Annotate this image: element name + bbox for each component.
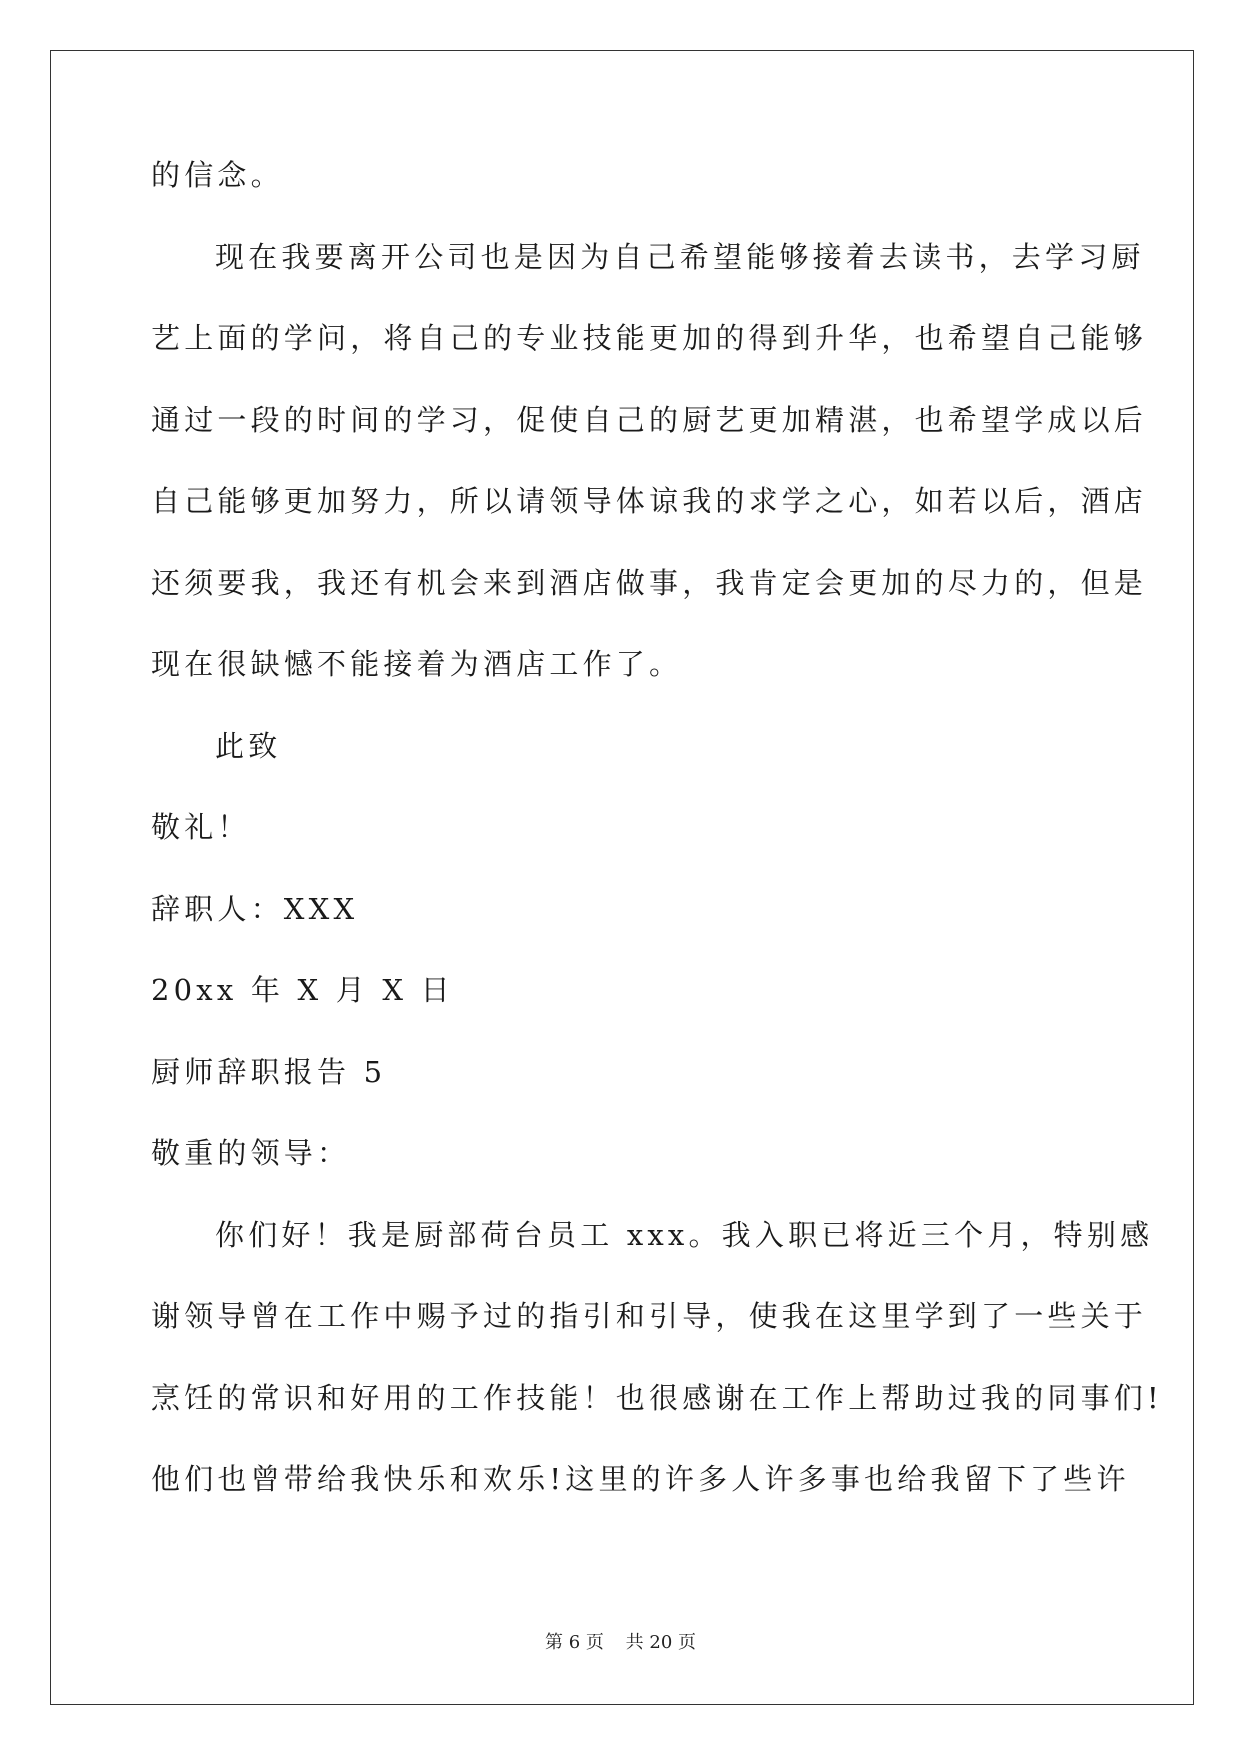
text-line: 还须要我，我还有机会来到酒店做事，我肯定会更加的尽力的，但是 bbox=[151, 565, 1148, 600]
text-line: 你们好！我是厨部荷台员工 xxx。我入职已将近三个月，特别感 bbox=[215, 1217, 1154, 1252]
text-line: 通过一段的时间的学习，促使自己的厨艺更加精湛，也希望学成以后 bbox=[151, 402, 1148, 437]
page-footer bbox=[0, 1628, 1241, 1654]
text-line: 的信念。 bbox=[151, 158, 284, 192]
section-title: 厨师辞职报告 5 bbox=[151, 1054, 387, 1089]
text-line: 现在我要离开公司也是因为自己希望能够接着去读书，去学习厨 bbox=[215, 239, 1145, 274]
text-line: 自己能够更加努力，所以请领导体谅我的求学之心，如若以后，酒店 bbox=[151, 484, 1148, 518]
text-line: 艺上面的学问，将自己的专业技能更加的得到升华，也希望自己能够 bbox=[151, 321, 1148, 355]
closing-respect: 敬礼！ bbox=[151, 810, 251, 844]
greeting: 敬重的领导： bbox=[151, 1136, 351, 1170]
page-total: 共 20 页 bbox=[625, 1632, 696, 1653]
text-line: 现在很缺憾不能接着为酒店工作了。 bbox=[151, 647, 683, 681]
signature-name: 辞职人：XXX bbox=[151, 891, 359, 926]
document-body bbox=[151, 158, 1163, 1546]
page-number: 第 6 页 bbox=[545, 1632, 604, 1653]
closing-salutation: 此致 bbox=[215, 728, 282, 763]
text-line: 他们也曾带给我快乐和欢乐!这里的许多人许多事也给我留下了些许 bbox=[151, 1462, 1130, 1496]
signature-date: 20xx 年 X 月 X 日 bbox=[151, 973, 454, 1007]
text-line: 谢领导曾在工作中赐予过的指引和引导，使我在这里学到了一些关于 bbox=[151, 1299, 1148, 1333]
text-line: 烹饪的常识和好用的工作技能！也很感谢在工作上帮助过我的同事们! bbox=[151, 1380, 1163, 1415]
